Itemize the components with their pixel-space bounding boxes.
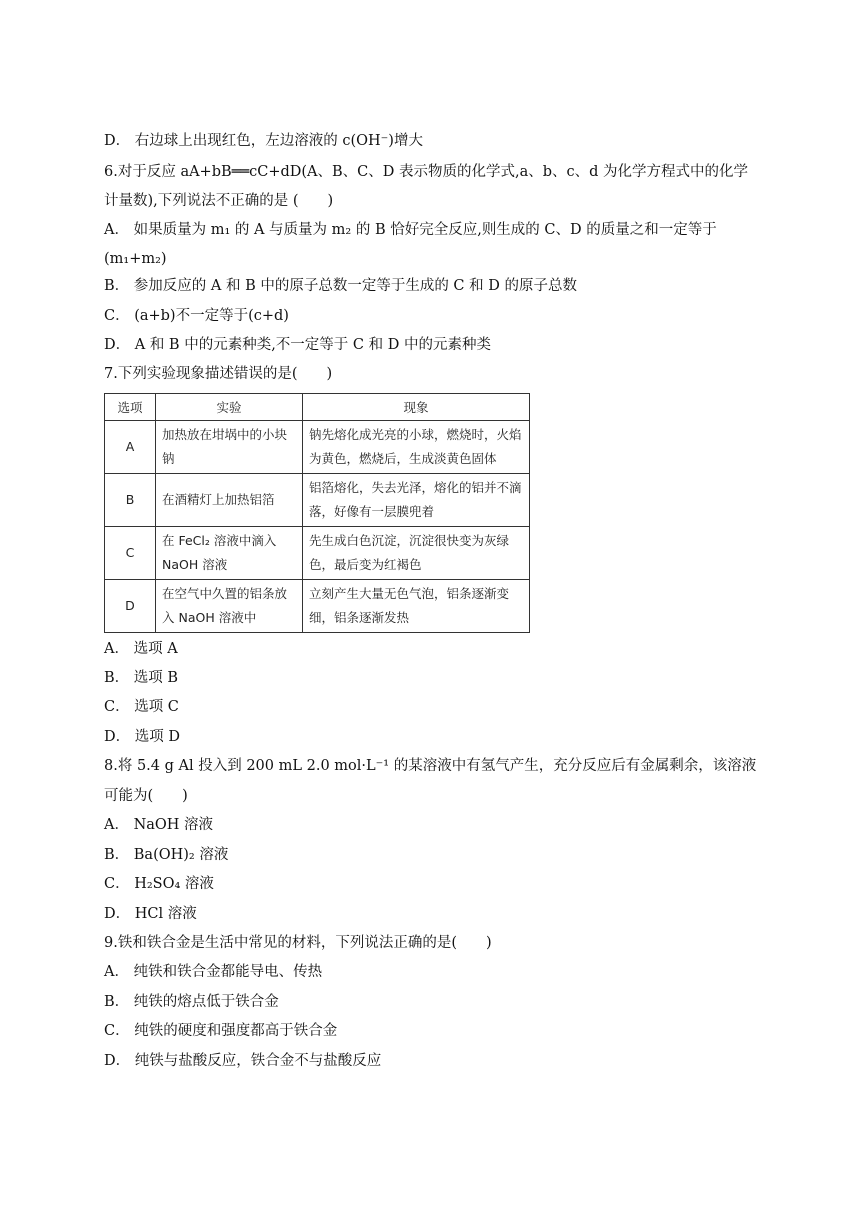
question-5-option-d: D． 右边球上出现红色，左边溶液的 c(OH⁻)增大 [104,133,423,149]
table-header-phenomenon: 现象 [303,394,530,421]
table-cell-option: C [105,527,156,580]
table-cell-experiment: 加热放在坩埚中的小块钠 [156,421,303,474]
question-8-option-a: A． NaOH 溶液 [104,817,214,833]
question-6-option-a-line-1: A． 如果质量为 m₁ 的 A 与质量为 m₂ 的 B 恰好完全反应,则生成的 C、D 的质量之和一定等于 [104,222,717,238]
question-8-stem-line-1: 8.将 5.4 g Al 投入到 200 mL 2.0 mol·L⁻¹ 的某溶液中有氢气产生，充分反应后有金属剩余，该溶液 [104,758,757,774]
question-6-stem-line-2: 计量数),下列说法不正确的是 ( ) [104,193,334,209]
question-9-option-b: B． 纯铁的熔点低于铁合金 [104,994,279,1010]
question-9-stem: 9.铁和铁合金是生活中常见的材料，下列说法正确的是( ) [104,935,492,951]
question-9-option-a: A． 纯铁和铁合金都能导电、传热 [104,964,323,980]
question-9-option-d: D． 纯铁与盐酸反应，铁合金不与盐酸反应 [104,1053,382,1069]
table-header-option: 选项 [105,394,156,421]
table-cell-option: D [105,580,156,633]
table-cell-option: B [105,474,156,527]
table-cell-experiment: 在空气中久置的铝条放入 NaOH 溶液中 [156,580,303,633]
question-7-option-d: D． 选项 D [104,729,180,745]
question-7-option-b: B． 选项 B [104,670,179,686]
table-cell-option: A [105,421,156,474]
question-6-option-b: B． 参加反应的 A 和 B 中的原子总数一定等于生成的 C 和 D 的原子总数 [104,278,577,294]
table-row [105,421,530,474]
table-row [105,580,530,633]
table-cell-phenomenon: 钠先熔化成光亮的小球，燃烧时，火焰为黄色，燃烧后，生成淡黄色固体 [303,421,530,474]
question-7-option-a: A． 选项 A [104,641,178,657]
table-header-experiment: 实验 [156,394,303,421]
question-6-stem-line-1: 6.对于反应 aA+bB══cC+dD(A、B、C、D 表示物质的化学式,a、b、c、d 为化学方程式中的化学 [104,164,749,180]
table-row [105,474,530,527]
question-8-option-b: B． Ba(OH)₂ 溶液 [104,847,229,863]
question-6-option-c: C． (a+b)不一定等于(c+d) [104,308,289,324]
table-header-row [105,394,530,421]
question-8-option-d: D． HCl 溶液 [104,906,197,922]
question-6-option-d: D． A 和 B 中的元素种类,不一定等于 C 和 D 中的元素种类 [104,337,491,353]
question-9-option-c: C． 纯铁的硬度和强度都高于铁合金 [104,1023,338,1039]
table-cell-phenomenon: 铝箔熔化，失去光泽，熔化的铝并不滴落，好像有一层膜兜着 [303,474,530,527]
table-cell-phenomenon: 立刻产生大量无色气泡，铝条逐渐变细，铝条逐渐发热 [303,580,530,633]
question-7-stem: 7.下列实验现象描述错误的是( ) [104,366,333,382]
question-8-stem-line-2: 可能为( ) [104,788,188,804]
question-7-option-c: C． 选项 C [104,699,179,715]
experiment-table [104,393,530,633]
table-cell-experiment: 在酒精灯上加热铝箔 [156,474,303,527]
table-cell-experiment: 在 FeCl₂ 溶液中滴入 NaOH 溶液 [156,527,303,580]
question-6-option-a-line-2: (m₁+m₂) [104,251,167,267]
question-8-option-c: C． H₂SO₄ 溶液 [104,876,214,892]
table-row [105,527,530,580]
table-cell-phenomenon: 先生成白色沉淀，沉淀很快变为灰绿色，最后变为红褐色 [303,527,530,580]
